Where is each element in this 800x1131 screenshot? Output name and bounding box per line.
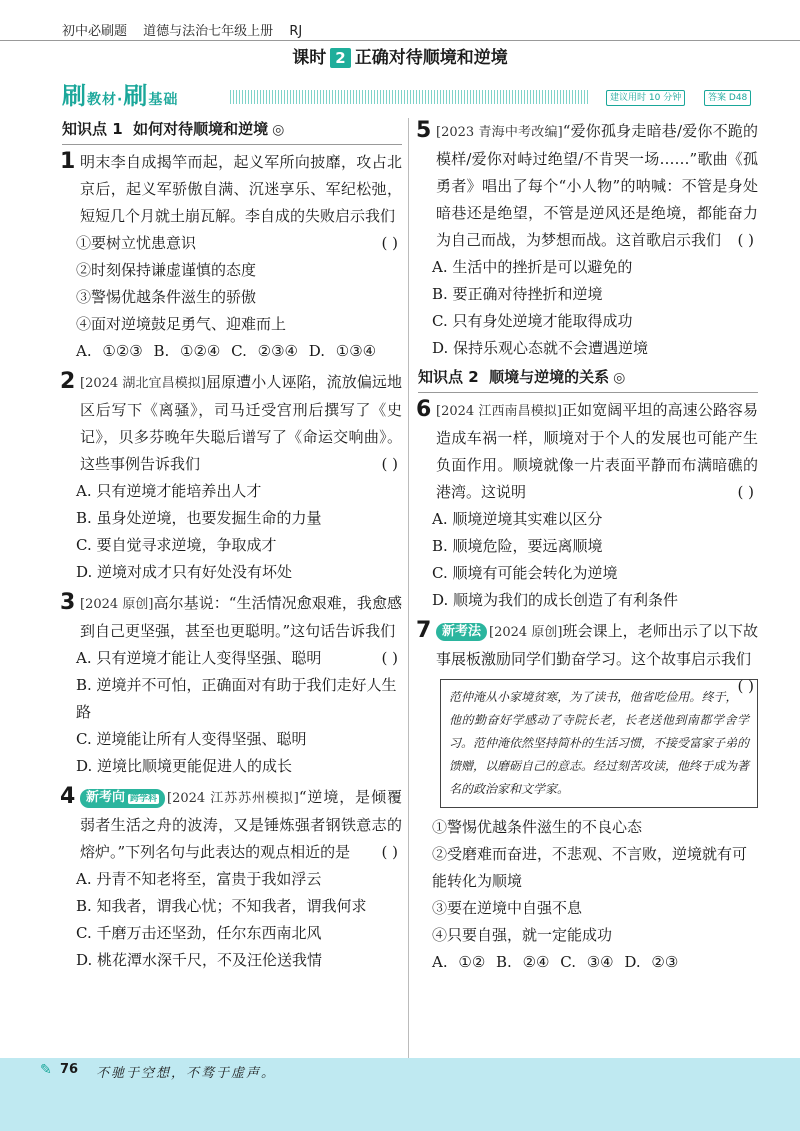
brand-char-b: 刷 [123,82,149,110]
answer-blank[interactable]: ( ) [737,677,754,695]
choices[interactable]: A. ①②③ B. ①②④ C. ②③④ D. ①③④ [76,342,377,360]
new-direction-badge: 新考向 跨学科 [80,789,165,808]
time-tag: 建议用时 10 分钟 [606,90,685,106]
leaf-icon: ✎ [40,1062,52,1078]
book-name: 道德与法治七年级上册 [143,24,274,39]
answer-blank[interactable]: ( ) [737,231,754,249]
answer-tag: 答案 D48 [704,90,751,106]
brand-char-a: 刷 [62,82,87,110]
book-info [62,20,314,39]
right-column [418,118,758,976]
answer-blank[interactable]: ( ) [381,843,398,861]
new-method-badge: 新考法 [436,623,487,641]
question-6: 6 [2024 江西南昌模拟]正如宽阔平坦的高速公路容易造成车祸一样，顺境对于个人的发展也可能产生负面作用。顺境就像一片表面平静而布满暗礁的港湾。这说明 ( ) A. 顺境逆境其实难以区分 B. 顺境危险，要远离顺境 C. 顺境有可能会转化为逆境 D. 顺境为我们的成长创造了有利条件 [416,397,758,609]
lesson-title [0,40,800,76]
footer-motto: 不驰于空想，不骛于虚声。 [96,1066,277,1081]
target-icon: ◎ [613,370,626,386]
question-7: 7 新考法 [2024 原创]班会课上，老师出示了以下故事展板激励同学们勤奋学习。这个故事启示我们 ( ) 范仲淹从小家境贫寒，为了读书，他省吃俭用。终于，他的勤奋好学感动了寺院长老，长老送他到南都学舍学习。范仲淹依然坚持简朴的生活习惯，不接受富家子弟的馈赠，以磨砺自己的意志。经过刻苦攻读，他终于成为著名的政治家和文学家。 ①警惕优越条件滋生的不良心态 ②受磨难而奋进，不悲观、不言败，逆境就有可能转化为顺境 ③要在逆境中自强不息 ④只要自强，就一定能成功 A. ①② B. ②④ C. ③④ D. ②③ [418,618,758,976]
question-4: 4 新考向 跨学科 [2024 江苏苏州模拟]“逆境，是倾覆弱者生活之舟的波涛，又是锤炼强者钢铁意志的熔炉。”下列名句与此表达的观点相近的是 ( ) A. 丹青不知老将至，富贵于我如浮云 B. 知我者，谓我心忧；不知我者，谓我何求 C. 千磨万击还坚劲，任尔东西南北风 D. 桃花潭水深千尺，不及汪伦送我情 [60,784,402,969]
page-footer [0,1058,800,1131]
answer-blank[interactable]: ( ) [737,483,754,501]
question-2: 2 [2024 湖北宜昌模拟]屈原遭小人诬陷，流放偏远地区后写下《离骚》，司马迁受宫刑后撰写了《史记》，贝多芬晚年失聪后谱写了《命运交响曲》。这些事例告诉我们 ( ) A. 只有逆境才能培养出人才 B. 虽身处逆境，也要发掘生命的力量 C. 要自觉寻求逆境，争取成才 D. 逆境对成才只有好处没有坏处 [60,369,402,581]
knowledge-point-1: 知识点 1 如何对待顺境和逆境 ◎ [62,118,402,145]
question-3: 3 [2024 原创]高尔基说：“生活情况愈艰难，我愈感到自己更坚强，甚至也更聪明。”这句话告诉我们 ( ) A. 只有逆境才能让人变得坚强、聪明 B. 逆境并不可怕，正确面对有助于我们走好人生路 C. 逆境能让所有人变得坚强、聪明 D. 逆境比顺境更能促进人的成长 [60,590,402,775]
lesson-name: 正确对待顺境和逆境 [354,48,508,68]
answer-blank[interactable]: ( ) [381,455,398,473]
knowledge-point-2: 知识点 2 顺境与逆境的关系 ◎ [418,366,758,393]
target-icon: ◎ [272,122,285,138]
brand-word-b: 基础 [148,92,179,108]
series-name: 初中必刷题 [62,24,128,39]
edition: RJ [289,24,303,39]
running-header [0,0,800,41]
section-banner [62,82,758,110]
banner-hatch [230,90,590,104]
page-number: 76 [60,1062,79,1077]
brand-dot: · [117,92,124,108]
lesson-prefix: 课时 [292,48,327,68]
column-divider [408,118,409,1058]
answer-blank[interactable]: ( ) [381,649,398,667]
story-box: 范仲淹从小家境贫寒，为了读书，他省吃俭用。终于，他的勤奋好学感动了寺院长老，长老送他到南都学舍学习。范仲淹依然坚持简朴的生活习惯，不接受富家子弟的馈赠，以磨砺自己的意志。经过刻苦攻读，他终于成为著名的政治家和文学家。 [440,679,758,808]
question-5: 5 [2023 青海中考改编]“爱你孤身走暗巷/爱你不跪的模样/爱你对峙过绝望/不肯哭一场……”歌曲《孤勇者》唱出了每个“小人物”的呐喊：不管是身处暗巷还是绝望，不管是逆风还是绝境，都能奋力为自己而战，为梦想而战。这首歌启示我们 ( ) A. 生活中的挫折是可以避免的 B. 要正确对待挫折和逆境 C. 只有身处逆境才能取得成功 D. 保持乐观心态就不会遭遇逆境 [416,118,758,357]
left-column [62,118,402,974]
choices[interactable]: A. ①② B. ②④ C. ③④ D. ②③ [432,953,679,971]
brand-word-a: 教材 [87,92,117,108]
lesson-number: 2 [330,48,350,68]
answer-blank[interactable]: ( ) [381,234,398,252]
banner-brand [62,82,178,110]
question-1: 1 明末李自成揭竿而起，起义军所向披靡，攻占北京后，起义军骄傲自满、沉迷享乐、军纪松弛，短短几个月就土崩瓦解。李自成的失败启示我们 ( ) ①要树立忧患意识 ②时刻保持谦虚谨慎的态度 ③警惕优越条件滋生的骄傲 ④面对逆境鼓足勇气、迎难而上 A. ①②③ B. ①②④ C. ②③④ D. ①③④ [62,149,402,365]
